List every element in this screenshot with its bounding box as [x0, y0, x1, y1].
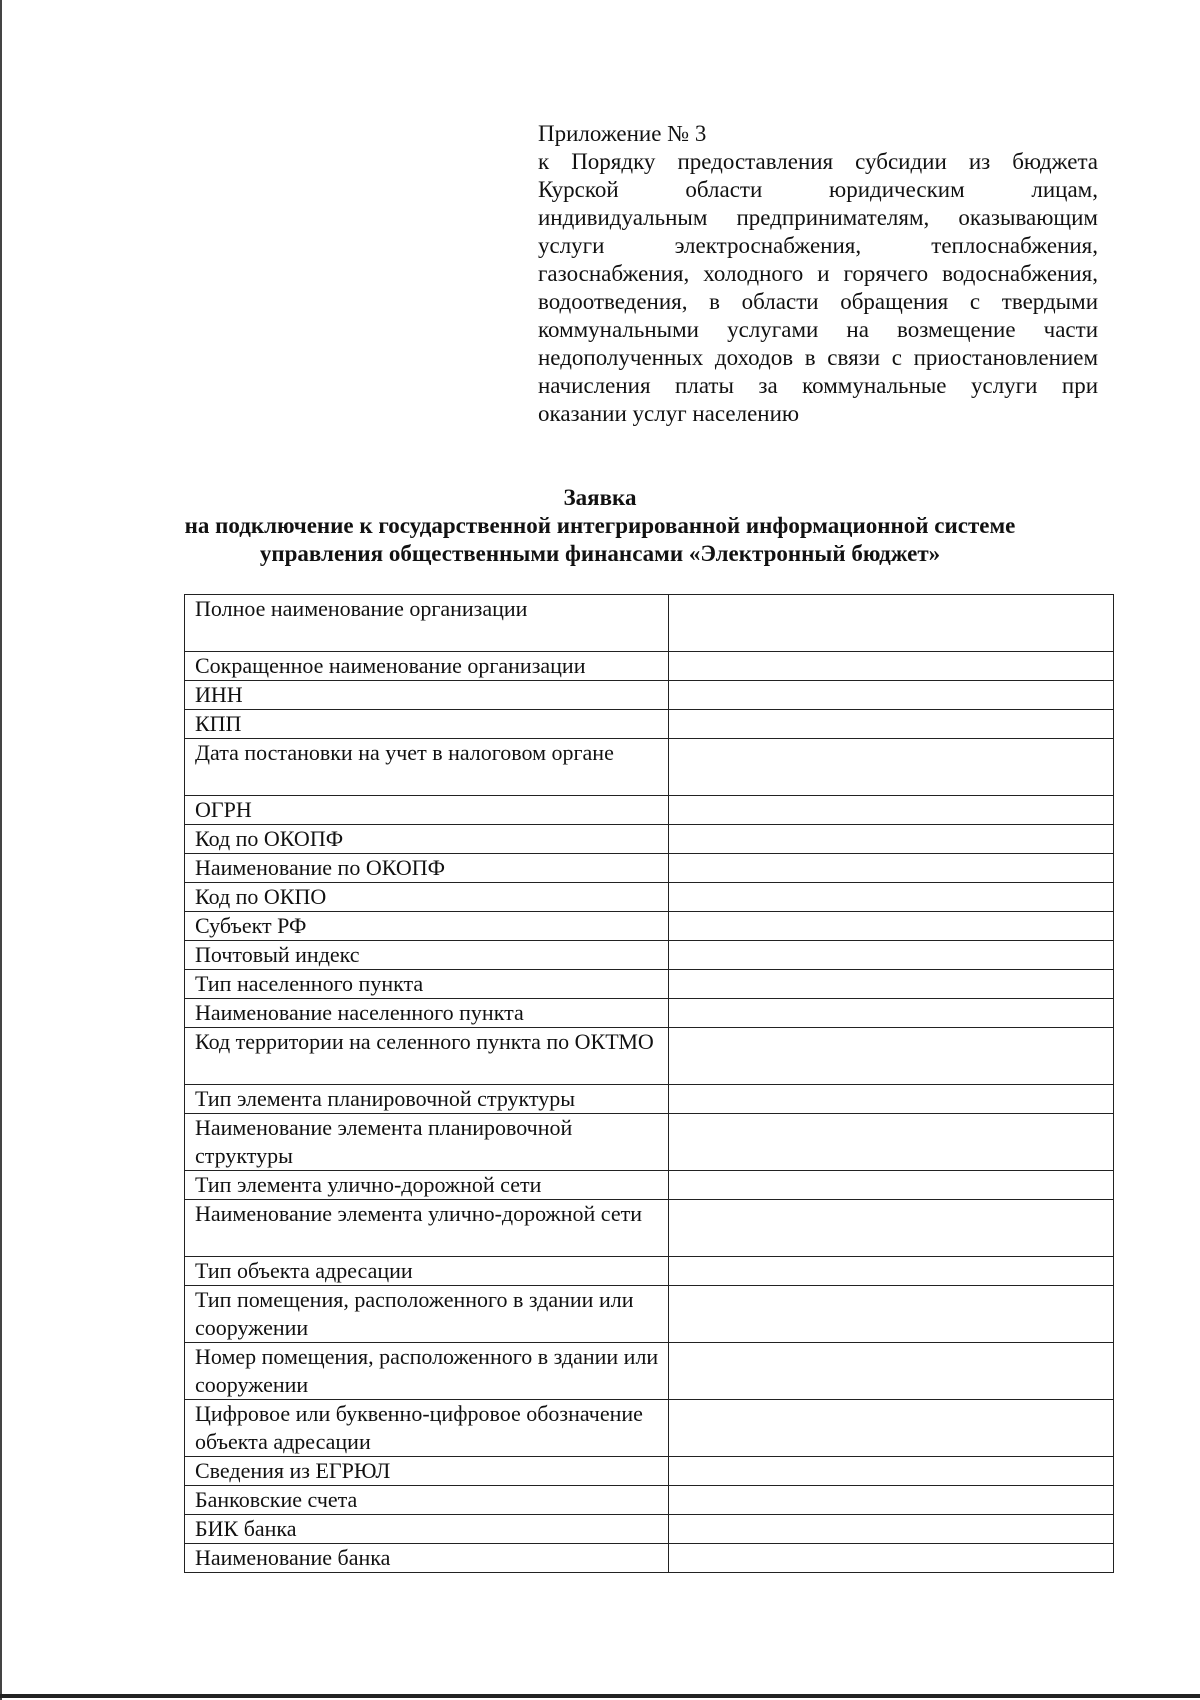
row-label: Сокращенное наименование организации — [185, 652, 669, 681]
row-label: Тип элемента улично-дорожной сети — [185, 1171, 669, 1200]
table-row — [185, 970, 1114, 999]
row-value[interactable] — [668, 1343, 1113, 1400]
table-row — [185, 1171, 1114, 1200]
table-row — [185, 999, 1114, 1028]
row-value[interactable] — [668, 652, 1113, 681]
table-row — [185, 1515, 1114, 1544]
heading-title: Заявка — [563, 485, 637, 510]
appendix-line: индивидуальным предпринимателям, оказывающим — [538, 205, 1098, 230]
application-form-table — [184, 594, 1114, 1573]
row-value[interactable] — [668, 1085, 1113, 1114]
table-row — [185, 941, 1114, 970]
row-value[interactable] — [668, 681, 1113, 710]
table-row — [185, 595, 1114, 652]
heading-line-3: управления общественными финансами «Электронный бюджет» — [259, 541, 941, 566]
appendix-line: к Порядку предоставления субсидии из бюджета — [538, 149, 1098, 174]
row-label: Цифровое или буквенно-цифровое обозначение объекта адресации — [185, 1400, 669, 1457]
row-label: Код по ОКПО — [185, 883, 669, 912]
row-value[interactable] — [668, 710, 1113, 739]
row-value[interactable] — [668, 1200, 1113, 1257]
row-value[interactable] — [668, 1286, 1113, 1343]
appendix-line: Курской области юридическим лицам, — [538, 177, 1098, 202]
appendix-line: водоотведения, в области обращения с твердыми — [538, 289, 1098, 314]
row-label: Тип населенного пункта — [185, 970, 669, 999]
row-value[interactable] — [668, 1486, 1113, 1515]
table-row — [185, 1343, 1114, 1400]
table-row — [185, 912, 1114, 941]
row-label: Полное наименование организации — [185, 595, 669, 652]
row-label: Наименование элемента улично-дорожной сети — [185, 1200, 669, 1257]
appendix-line: недополученных доходов в связи с приостановлением — [538, 345, 1098, 370]
appendix-line: оказании услуг населению — [538, 401, 800, 426]
row-label: Сведения из ЕГРЮЛ — [185, 1457, 669, 1486]
row-value[interactable] — [668, 1544, 1113, 1573]
page-edge-left — [0, 0, 2, 1700]
row-value[interactable] — [668, 999, 1113, 1028]
table-row — [185, 1286, 1114, 1343]
row-label: Номер помещения, расположенного в здании или сооружении — [185, 1343, 669, 1400]
row-value[interactable] — [668, 912, 1113, 941]
row-value[interactable] — [668, 1114, 1113, 1171]
row-label: ИНН — [185, 681, 669, 710]
row-label: БИК банка — [185, 1515, 669, 1544]
row-value[interactable] — [668, 1257, 1113, 1286]
table-row — [185, 854, 1114, 883]
row-label: Банковские счета — [185, 1486, 669, 1515]
row-label: Тип помещения, расположенного в здании или сооружении — [185, 1286, 669, 1343]
table-row — [185, 1085, 1114, 1114]
row-value[interactable] — [668, 796, 1113, 825]
appendix-line: услуги электроснабжения, теплоснабжения, — [538, 233, 1098, 258]
row-label: Тип элемента планировочной структуры — [185, 1085, 669, 1114]
row-label: Дата постановки на учет в налоговом органе — [185, 739, 669, 796]
row-label: Тип объекта адресации — [185, 1257, 669, 1286]
row-label: Наименование населенного пункта — [185, 999, 669, 1028]
row-label: ОГРН — [185, 796, 669, 825]
appendix-line: коммунальными услугами на возмещение части — [538, 317, 1098, 342]
appendix-line: Приложение № 3 — [538, 121, 707, 146]
table-row — [185, 1457, 1114, 1486]
row-label: КПП — [185, 710, 669, 739]
row-value[interactable] — [668, 941, 1113, 970]
row-label: Код по ОКОПФ — [185, 825, 669, 854]
row-label: Наименование банка — [185, 1544, 669, 1573]
table-row — [185, 652, 1114, 681]
table-row — [185, 1200, 1114, 1257]
table-row — [185, 1114, 1114, 1171]
table-row — [185, 681, 1114, 710]
table-row — [185, 1028, 1114, 1085]
appendix-line: газоснабжения, холодного и горячего водоснабжения, — [538, 261, 1098, 286]
appendix-block — [538, 120, 1098, 428]
table-row — [185, 1486, 1114, 1515]
table-row — [185, 1400, 1114, 1457]
row-value[interactable] — [668, 1457, 1113, 1486]
row-value[interactable] — [668, 970, 1113, 999]
row-label: Наименование по ОКОПФ — [185, 854, 669, 883]
row-label: Субъект РФ — [185, 912, 669, 941]
row-value[interactable] — [668, 1515, 1113, 1544]
row-value[interactable] — [668, 854, 1113, 883]
heading-line-2: на подключение к государственной интегрированной информационной системе — [184, 513, 1016, 538]
document-heading — [0, 484, 1200, 568]
row-value[interactable] — [668, 1171, 1113, 1200]
table-row — [185, 796, 1114, 825]
appendix-line: начисления платы за коммунальные услуги при — [538, 373, 1098, 398]
row-value[interactable] — [668, 595, 1113, 652]
row-value[interactable] — [668, 825, 1113, 854]
table-row — [185, 825, 1114, 854]
row-value[interactable] — [668, 739, 1113, 796]
table-row — [185, 883, 1114, 912]
row-value[interactable] — [668, 883, 1113, 912]
table-row — [185, 739, 1114, 796]
row-value[interactable] — [668, 1028, 1113, 1085]
table-row — [185, 1257, 1114, 1286]
table-row — [185, 710, 1114, 739]
row-label: Наименование элемента планировочной структуры — [185, 1114, 669, 1171]
table-row — [185, 1544, 1114, 1573]
row-value[interactable] — [668, 1400, 1113, 1457]
row-label: Код территории на селенного пункта по ОКТМО — [185, 1028, 669, 1085]
page-edge-bottom — [0, 1694, 1200, 1698]
row-label: Почтовый индекс — [185, 941, 669, 970]
